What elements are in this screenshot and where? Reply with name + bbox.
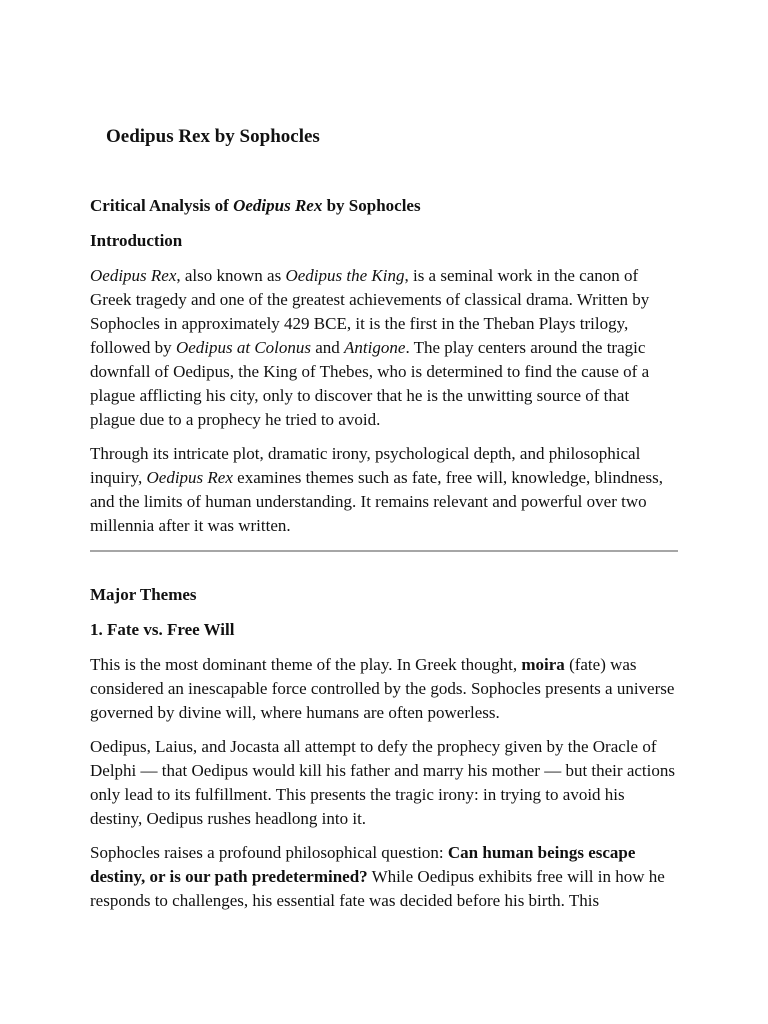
intro-p2-s3: examines themes such as fate, free will, knowledge, blindness, and the limits of human understanding. It remains relevant and powerful over two millennia after it was written. [90,468,663,535]
intro-p1-s5: Oedipus at Colonus [175,338,311,357]
theme1-p3-s3: While Oedipus exhibits free will in how he responds to challenges, his essential fate was decided before his birth. This [90,867,665,910]
analysis-heading-prefix: Critical Analysis of [90,196,234,215]
theme1-p3-s2: Can human beings escape destiny, or is our path predetermined? [90,843,636,886]
theme-1-paragraph-1 [90,653,678,725]
theme-1-paragraph-3 [90,841,678,913]
analysis-heading-suffix: by Sophocles [322,196,421,215]
intro-p1-s8: . The play centers around the tragic downfall of Oedipus, the King of Thebes, who is determined to find the cause of a plague afflicting his city, only to discover that he is the unwitting source of that plague due to a prophecy he tried to avoid. [90,338,650,429]
section-divider [90,550,678,552]
theme1-p1-s3: (fate) was considered an inescapable force controlled by the gods. Sophocles presents a universe governed by divine will, where humans are often powerless. [90,655,675,722]
introduction-heading: Introduction [90,231,183,250]
theme1-p1-s2: moira [521,655,565,674]
major-themes-heading: Major Themes [90,585,197,604]
theme1-p3-s1: Sophocles raises a profound philosophical question: [90,843,448,862]
intro-p2-s1: Through its intricate plot, dramatic irony, psychological depth, and philosophical inquiry, [90,444,641,487]
theme1-p1-s1: This is the most dominant theme of the play. In Greek thought, [90,655,522,674]
intro-p1-s6: and [311,338,345,357]
document-body [90,194,678,913]
intro-p2-s2: Oedipus Rex [146,468,233,487]
theme-1-heading: 1. Fate vs. Free Will [90,620,235,639]
intro-p1-s1: Oedipus Rex [90,266,177,285]
intro-p1-s7: Antigone [344,338,406,357]
intro-p1-s4: , is a seminal work in the canon of Greek tragedy and one of the greatest achievements of classical drama. Written by Sophocles in approximately 429 BCE, it is the first in the Theban Plays trilogy, followed by [90,266,650,357]
analysis-heading-italic: Oedipus Rex [233,196,323,215]
introduction-paragraph-1 [90,264,678,432]
theme-1-paragraph-2: Oedipus, Laius, and Jocasta all attempt to defy the prophecy given by the Oracle of Delphi — that Oedipus would kill his father and marry his mother — but their actions only lead to its fulfillment. This presents the tragic irony: in trying to avoid his destiny, Oedipus rushes headlong into it. [90,737,675,828]
introduction-paragraph-2 [90,442,678,538]
intro-p1-s2: , also known as [176,266,286,285]
intro-p1-s3: Oedipus the King [285,266,405,285]
document-title: Oedipus Rex by Sophocles [106,126,320,147]
analysis-heading [90,194,678,218]
